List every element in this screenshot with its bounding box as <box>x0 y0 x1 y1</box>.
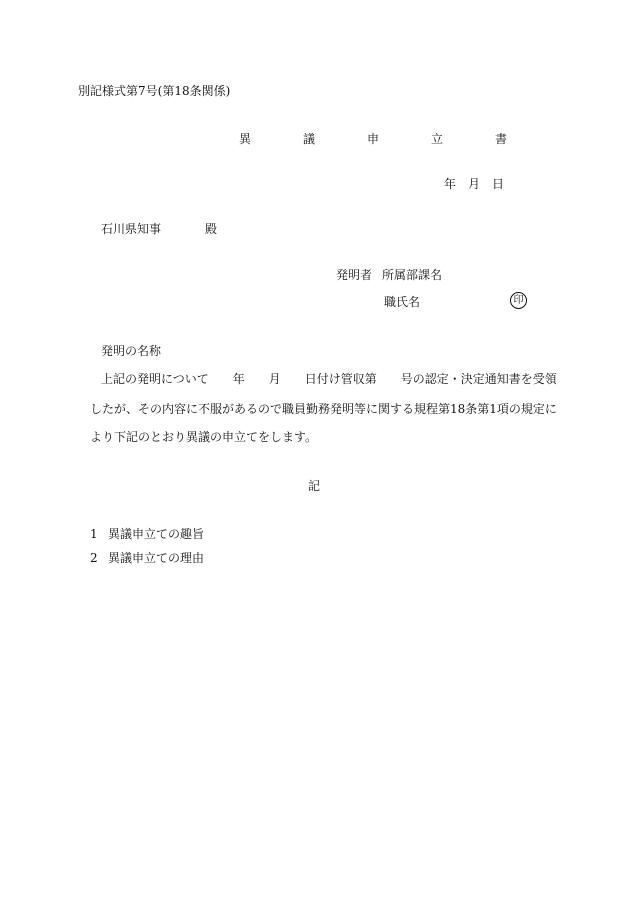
body-text-line: より下記のとおり異議の申立てをします。 <box>90 430 318 444</box>
list-item-number: 2 <box>90 551 98 565</box>
inventor-label: 発明者 <box>336 268 373 282</box>
department-label: 所属部課名 <box>382 268 443 282</box>
form-number: 別記様式第7号(第18条関係) <box>78 84 231 98</box>
list-item-text: 異議申立ての趣旨 <box>108 527 205 541</box>
list-item <box>90 552 204 564</box>
list-item-number: 1 <box>90 527 98 541</box>
body-text-line: したが、その内容に不服があるので職員勤務発明等に関する規程第18条第1項の規定に <box>90 402 557 416</box>
document-title: 異 議 申 立 書 <box>239 132 528 146</box>
body-text-line: 上記の発明について 年 月 日付け管収第 号の認定・決定通知書を受領 <box>101 372 557 386</box>
staff-name-label: 職氏名 <box>384 295 421 309</box>
seal-stamp: 印 <box>510 292 527 309</box>
inventor-line <box>336 269 442 281</box>
addressee <box>101 223 217 235</box>
ki-heading: 記 <box>308 479 321 493</box>
invention-name-label: 発明の名称 <box>101 344 162 358</box>
honorific: 殿 <box>205 222 218 236</box>
list-item-text: 異議申立ての理由 <box>108 551 205 565</box>
list-item <box>90 528 204 540</box>
date-line: 年 月 日 <box>444 177 505 191</box>
addressee-name: 石川県知事 <box>101 222 162 236</box>
